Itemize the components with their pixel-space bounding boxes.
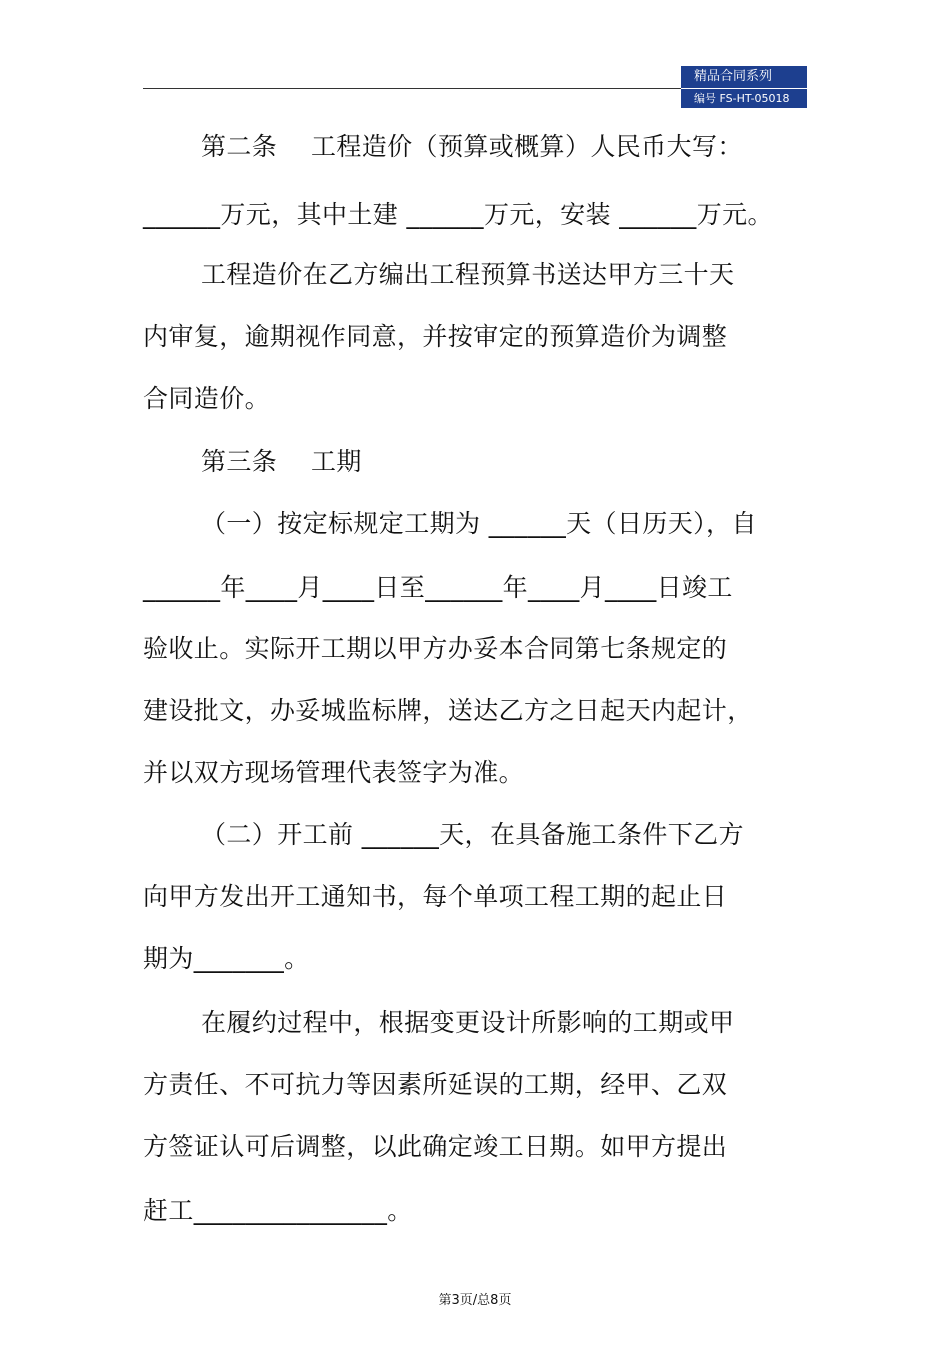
body-line: 工程造价在乙方编出工程预算书送达甲方三十天	[201, 260, 735, 289]
body-line: 期为_______。	[143, 944, 310, 973]
body-line: ______年____月____日至______年____月____日竣工	[143, 573, 733, 602]
article-3-heading: 第三条 工期	[201, 447, 362, 476]
document-code: 编号 FS-HT-05018	[681, 89, 807, 108]
body-line: 内审复，逾期视作同意，并按审定的预算造价为调整	[143, 322, 728, 351]
body-line: 方签证认可后调整，以此确定竣工日期。如甲方提出	[143, 1132, 728, 1161]
body-line: 合同造价。	[143, 384, 271, 413]
body-line: 向甲方发出开工通知书，每个单项工程工期的起止日	[143, 882, 728, 911]
body-line: ______万元，其中土建 ______万元，安装 ______万元。	[143, 200, 773, 229]
body-line: 赶工_______________。	[143, 1196, 413, 1225]
body-line: （二）开工前 ______天，在具备施工条件下乙方	[201, 820, 744, 849]
body-line: 建设批文，办妥城监标牌，送达乙方之日起天内起计，	[143, 696, 753, 725]
body-line: （一）按定标规定工期为 ______天（日历天），自	[201, 509, 757, 538]
header-rule	[143, 88, 681, 89]
body-line: 方责任、不可抗力等因素所延误的工期，经甲、乙双	[143, 1070, 728, 1099]
series-title: 精品合同系列	[681, 66, 807, 88]
body-line: 验收止。实际开工期以甲方办妥本合同第七条规定的	[143, 634, 728, 663]
body-line: 并以双方现场管理代表签字为准。	[143, 758, 525, 787]
article-2-heading: 第二条 工程造价（预算或概算）人民币大写：	[201, 132, 743, 161]
series-badge	[681, 66, 807, 108]
page-indicator: 第3页/总8页	[438, 1293, 512, 1308]
body-line: 在履约过程中，根据变更设计所影响的工期或甲	[201, 1008, 735, 1037]
